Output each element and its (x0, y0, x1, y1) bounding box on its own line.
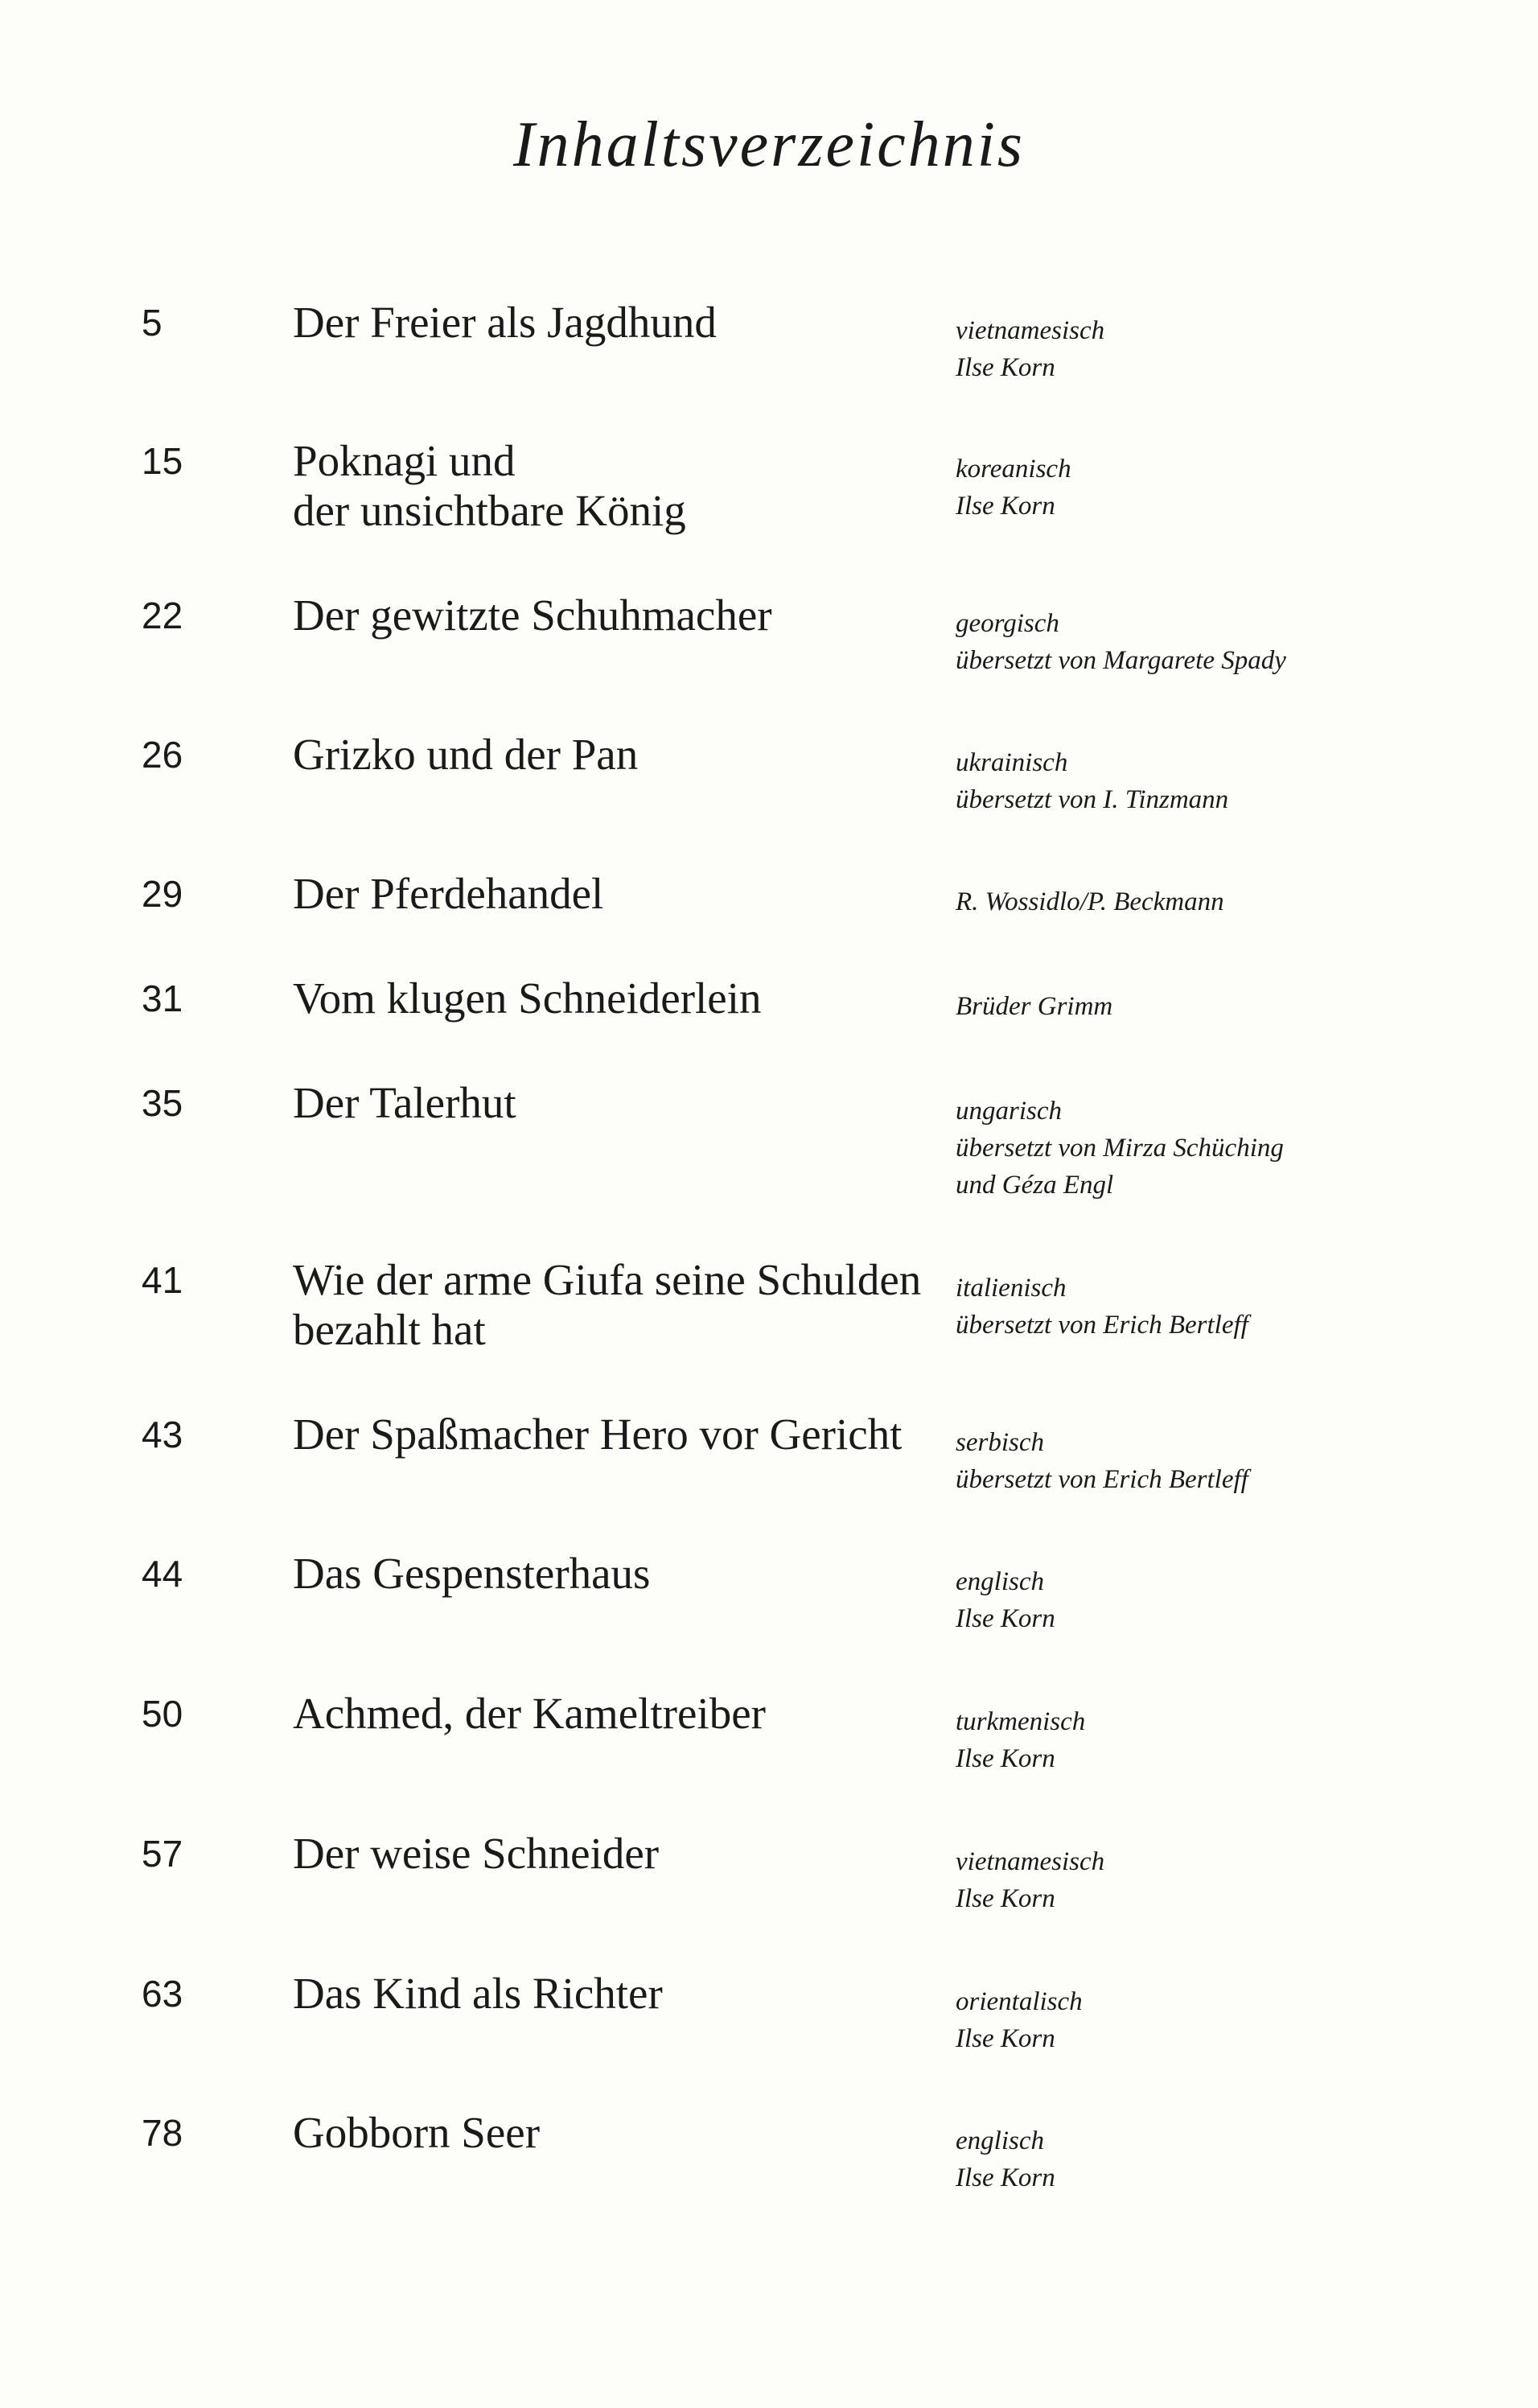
entry-meta (956, 1270, 1248, 1344)
entry-meta (956, 1563, 1055, 1637)
entry-title-line: der unsichtbare König (293, 486, 686, 535)
page-number: 15 (142, 440, 183, 482)
entry-title (293, 1829, 936, 1879)
entry-title-line: Der Pferdehandel (293, 869, 604, 918)
entry-translator: Ilse Korn (956, 492, 1055, 521)
entry-translator: Ilse Korn (956, 1884, 1055, 1913)
page-number: 26 (142, 734, 183, 776)
entry-title-line: Gobborn Seer (293, 2108, 541, 2157)
page-number: 31 (142, 978, 183, 1019)
entry-title-line: Das Gespensterhaus (293, 1549, 651, 1598)
entry-meta (956, 1983, 1083, 2057)
entry-translator: übersetzt von Mirza Schüching (956, 1134, 1284, 1163)
page-title: Inhaltsverzeichnis (512, 109, 1026, 180)
entry-meta (956, 988, 1112, 1025)
entry-title (293, 591, 936, 640)
entry-title-line: Poknagi und (293, 436, 516, 485)
entry-title-line: Das Kind als Richter (293, 1969, 663, 2018)
entry-translator: Ilse Korn (956, 2024, 1055, 2053)
entry-translator: übersetzt von I. Tinzmann (956, 785, 1229, 814)
entry-origin: georgisch (956, 609, 1059, 638)
page-number: 41 (142, 1259, 183, 1301)
entry-origin: englisch (956, 2126, 1044, 2155)
entry-meta (956, 2122, 1055, 2196)
entry-title (293, 869, 936, 919)
entry-meta (956, 883, 1224, 920)
entry-title-line: Der gewitzte Schuhmacher (293, 591, 772, 640)
page-number: 50 (142, 1693, 183, 1735)
entry-title (293, 730, 936, 780)
entry-meta (956, 605, 1286, 679)
entry-origin: italienisch (956, 1274, 1067, 1303)
entry-title-line: Vom klugen Schneiderlein (293, 973, 762, 1023)
page-number: 43 (142, 1414, 183, 1455)
entry-meta (956, 451, 1071, 525)
entry-title (293, 1410, 936, 1459)
entry-meta (956, 1843, 1104, 1917)
entry-origin: vietnamesisch (956, 1847, 1105, 1876)
entry-title-line: Der Spaßmacher Hero vor Gericht (293, 1410, 903, 1459)
entry-title (293, 298, 936, 348)
entry-title (293, 436, 936, 536)
entry-meta (956, 1093, 1284, 1204)
entry-origin: vietnamesisch (956, 316, 1105, 345)
entry-title (293, 2108, 936, 2158)
entry-meta (956, 1424, 1248, 1498)
entry-translator: und Géza Engl (956, 1171, 1114, 1200)
entry-meta (956, 312, 1104, 386)
entry-title (293, 973, 936, 1023)
entry-title-line: Der weise Schneider (293, 1829, 660, 1878)
entry-title-line: bezahlt hat (293, 1305, 486, 1354)
entry-translator: Ilse Korn (956, 1744, 1055, 1773)
entry-origin: orientalisch (956, 1987, 1083, 2016)
page-number: 44 (142, 1553, 183, 1595)
entry-meta (956, 744, 1228, 818)
entry-translator: Ilse Korn (956, 1604, 1055, 1633)
entry-origin: ukrainisch (956, 748, 1068, 777)
entry-origin: serbisch (956, 1428, 1044, 1457)
entry-translator: übersetzt von Erich Bertleff (956, 1465, 1248, 1494)
entry-title-line: Wie der arme Giufa seine Schulden (293, 1255, 922, 1304)
entry-translator: übersetzt von Erich Bertleff (956, 1311, 1248, 1340)
entry-translator: Ilse Korn (956, 353, 1055, 382)
entry-title (293, 1255, 936, 1355)
entry-title (293, 1549, 936, 1599)
entry-author: Brüder Grimm (956, 992, 1113, 1021)
entry-title-line: Grizko und der Pan (293, 730, 639, 779)
entry-title (293, 1689, 936, 1739)
entry-origin: ungarisch (956, 1097, 1062, 1126)
entry-translator: Ilse Korn (956, 2163, 1055, 2192)
entry-origin: turkmenisch (956, 1707, 1086, 1736)
entry-author: R. Wossidlo/P. Beckmann (956, 887, 1224, 916)
page-number: 63 (142, 1973, 183, 2015)
page-number: 29 (142, 873, 183, 915)
entry-title-line: Achmed, der Kameltreiber (293, 1689, 766, 1738)
entry-origin: koreanisch (956, 455, 1071, 484)
page-number: 22 (142, 595, 183, 636)
entry-title (293, 1969, 936, 2019)
entry-meta (956, 1703, 1085, 1777)
entry-title-line: Der Freier als Jagdhund (293, 298, 717, 347)
entry-title (293, 1078, 936, 1128)
entry-translator: übersetzt von Margarete Spady (956, 646, 1286, 675)
page-number: 57 (142, 1833, 183, 1875)
entry-title-line: Der Talerhut (293, 1078, 516, 1127)
page-number: 78 (142, 2112, 183, 2154)
entry-origin: englisch (956, 1567, 1044, 1596)
page-number: 35 (142, 1082, 183, 1124)
page-number: 5 (142, 302, 162, 344)
